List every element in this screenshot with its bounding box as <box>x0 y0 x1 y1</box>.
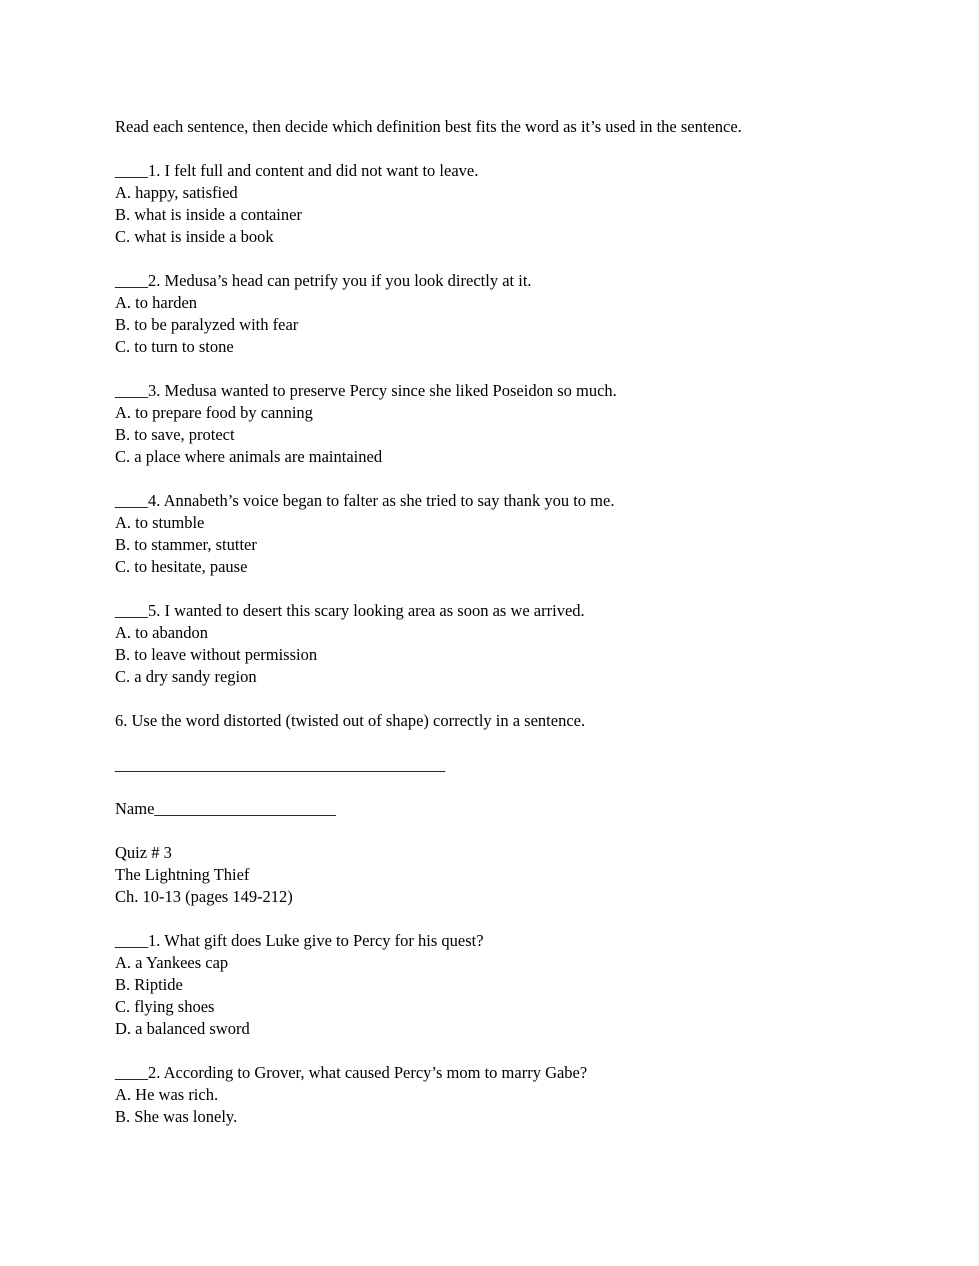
answer-option-c: C. flying shoes <box>115 997 215 1016</box>
answer-option-c: C. to turn to stone <box>115 337 234 356</box>
vocab-question-2 <box>115 270 864 358</box>
answer-option-b: B. to leave without permission <box>115 645 318 664</box>
answer-option-a: A. a Yankees cap <box>115 953 229 972</box>
quiz-header <box>115 842 864 908</box>
question-prompt: ____3. Medusa wanted to preserve Percy since she liked Poseidon so much. <box>115 381 617 400</box>
answer-blank-line: ________________________________________ <box>115 755 445 774</box>
quiz3-question-1 <box>115 930 864 1040</box>
quiz3-question-2 <box>115 1062 864 1128</box>
open-question-prompt: 6. Use the word distorted (twisted out of shape) correctly in a sentence. <box>115 711 586 730</box>
vocab-question-3 <box>115 380 864 468</box>
question-prompt: ____1. I felt full and content and did not want to leave. <box>115 161 479 180</box>
answer-option-c: C. a dry sandy region <box>115 667 257 686</box>
answer-option-a: A. to abandon <box>115 623 209 642</box>
question-prompt: ____2. According to Grover, what caused Percy’s mom to marry Gabe? <box>115 1063 588 1082</box>
answer-option-a: A. to harden <box>115 293 198 312</box>
answer-option-c: C. what is inside a book <box>115 227 274 246</box>
quiz-book-title: The Lightning Thief <box>115 865 250 884</box>
quiz-chapter-range: Ch. 10-13 (pages 149-212) <box>115 887 293 906</box>
instruction-text: Read each sentence, then decide which definition best fits the word as it’s used in the sentence. <box>115 117 742 136</box>
vocab-question-4 <box>115 490 864 578</box>
answer-option-a: A. He was rich. <box>115 1085 219 1104</box>
question-prompt: ____2. Medusa’s head can petrify you if you look directly at it. <box>115 271 532 290</box>
question-prompt: ____1. What gift does Luke give to Percy for his quest? <box>115 931 484 950</box>
answer-option-b: B. She was lonely. <box>115 1107 238 1126</box>
quiz-title: Quiz # 3 <box>115 843 172 862</box>
answer-option-b: B. what is inside a container <box>115 205 302 224</box>
answer-option-a: A. to prepare food by canning <box>115 403 313 422</box>
answer-option-c: C. to hesitate, pause <box>115 557 248 576</box>
answer-option-c: C. a place where animals are maintained <box>115 447 383 466</box>
answer-option-b: B. to be paralyzed with fear <box>115 315 299 334</box>
answer-option-a: A. to stumble <box>115 513 205 532</box>
name-line: Name______________________ <box>115 799 336 818</box>
answer-option-b: B. to save, protect <box>115 425 235 444</box>
vocab-question-1 <box>115 160 864 248</box>
vocab-question-5 <box>115 600 864 688</box>
answer-option-d: D. a balanced sword <box>115 1019 250 1038</box>
answer-option-b: B. to stammer, stutter <box>115 535 257 554</box>
question-prompt: ____5. I wanted to desert this scary looking area as soon as we arrived. <box>115 601 585 620</box>
answer-option-a: A. happy, satisfied <box>115 183 238 202</box>
question-prompt: ____4. Annabeth’s voice began to falter as she tried to say thank you to me. <box>115 491 615 510</box>
answer-option-b: B. Riptide <box>115 975 183 994</box>
